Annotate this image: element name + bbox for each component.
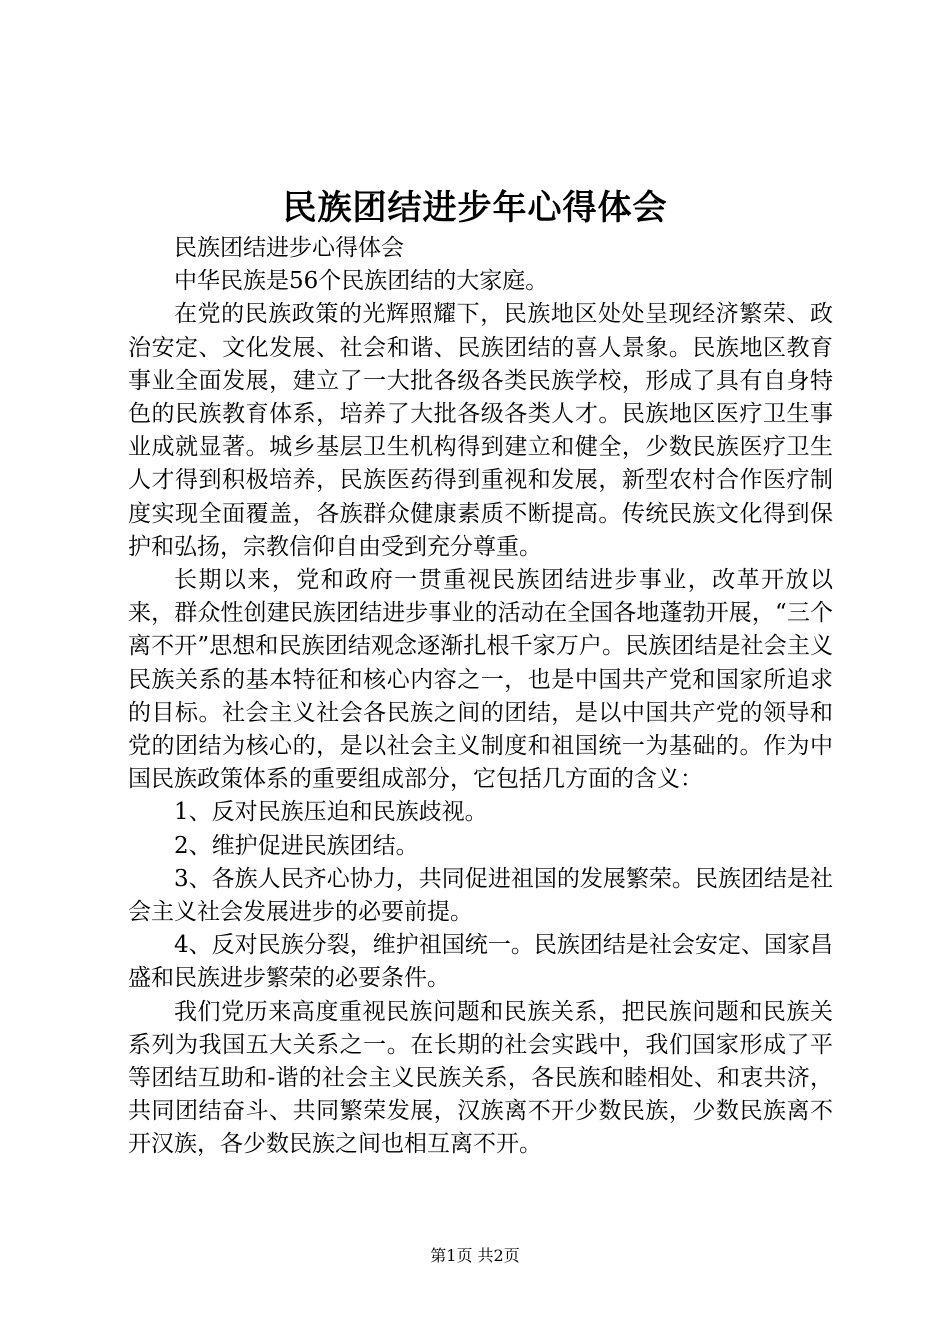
paragraph-long-term-work: 长期以来，党和政府一贯重视民族团结进步事业，改革开放以来，群众性创建民族团结进步事业的活动在全国各地蓬勃开展，“三个离不开”思想和民族团结观念逐渐扎根千家万户。民族团结是社会主义民族关系的基本特征和核心内容之一，也是中国共产党和国家所追求的目标。社会主义社会各民族之间的团结，是以中国共产党的领导和党的团结为核心的，是以社会主义制度和祖国统一为基础的。作为中国民族政策体系的重要组成部分，它包括几方面的含义：	[128, 567, 833, 793]
paragraph-intro: 中华民族是56个民族团结的大家庭。	[174, 268, 549, 295]
page-number-footer: 第1页 共2页	[430, 1246, 520, 1265]
paragraph-party-relations: 我们党历来高度重视民族问题和民族关系，把民族问题和民族关系列为我国五大关系之一。在长期的社会实践中，我们国家形成了平等团结互助和-谐的社会主义民族关系，各民族和睦相处、和衷共济，共同团结奋斗、共同繁荣发展，汉族离不开少数民族，少数民族离不开汉族，各少数民族之间也相互离不开。	[128, 998, 833, 1158]
list-item-2: 2、维护促进民族团结。	[174, 832, 419, 859]
document-body	[128, 232, 833, 1162]
paragraph-subtitle: 民族团结进步心得体会	[174, 235, 404, 261]
document-title: 民族团结进步年心得体会	[282, 188, 668, 228]
list-item-1: 1、反对民族压迫和民族歧视。	[174, 799, 488, 826]
paragraph-policy-achievements: 在党的民族政策的光辉照耀下，民族地区处处呈现经济繁荣、政治安定、文化发展、社会和谐、民族团结的喜人景象。民族地区教育事业全面发展，建立了一大批各级各类民族学校，形成了具有自身特色的民族教育体系，培养了大批各级各类人才。民族地区医疗卫生事业成就显著。城乡基层卫生机构得到建立和健全，少数民族医疗卫生人才得到积极培养，民族医药得到重视和发展，新型农村合作医疗制度实现全面覆盖，各族群众健康素质不断提高。传统民族文化得到保护和弘扬，宗教信仰自由受到充分尊重。	[128, 301, 833, 560]
list-item-4: 4、反对民族分裂，维护祖国统一。民族团结是社会安定、国家昌盛和民族进步繁荣的必要条件。	[128, 932, 833, 992]
list-item-3: 3、各族人民齐心协力，共同促进祖国的发展繁荣。民族团结是社会主义社会发展进步的必要前提。	[128, 865, 833, 926]
